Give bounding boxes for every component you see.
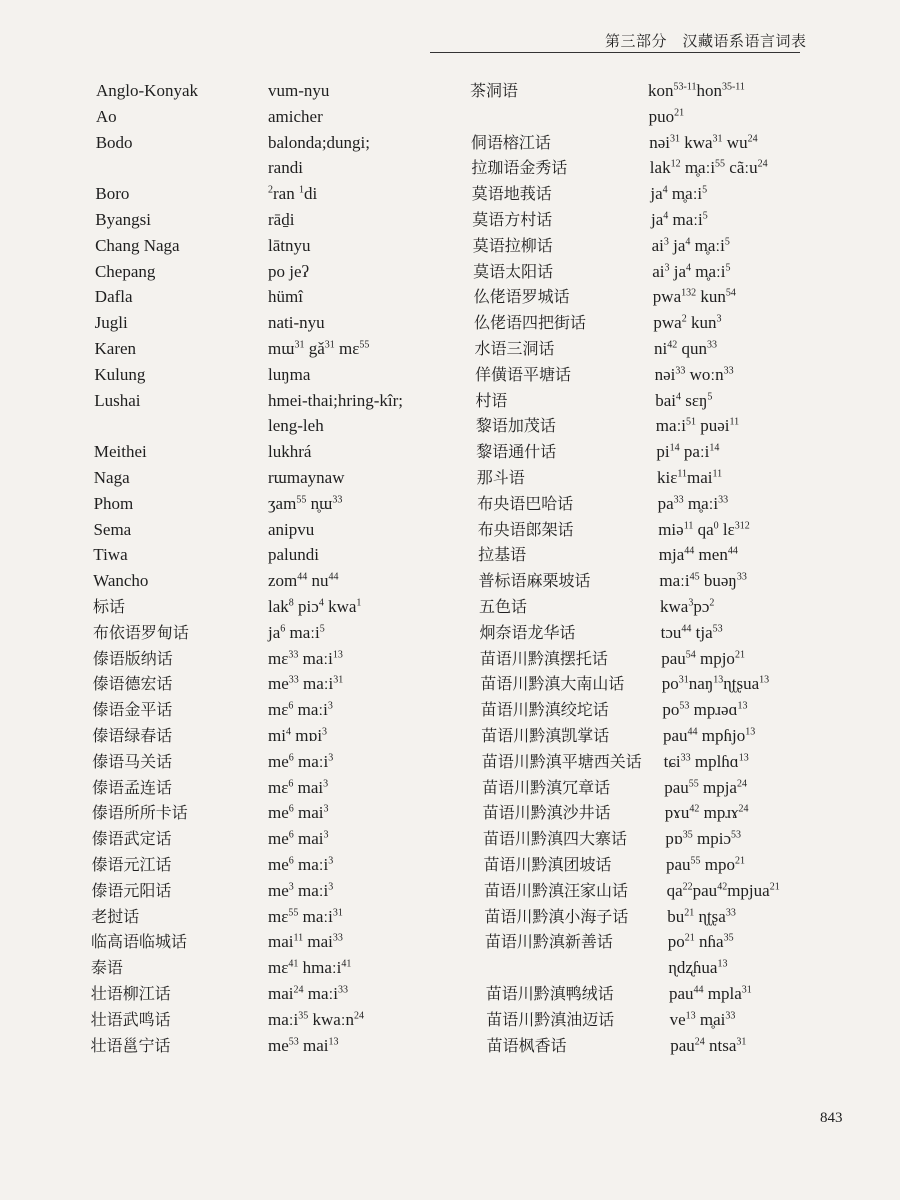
language-name: Dafla: [94, 287, 133, 307]
word-form: mai$^{24}$ maːi$^{33}$: [268, 984, 348, 1003]
word-form: pau$^{54}$ mpjo$^{21}$: [661, 648, 745, 668]
word-form: $bu^{21}$ ɳʈʂa$^{33}$: [667, 906, 736, 926]
language-name: 黎语通什话: [476, 442, 557, 462]
word-form: pau$^{55}$ mpo$^{21}$: [666, 855, 746, 874]
word-form: pwa$^2$ kun$^3$: [653, 313, 722, 333]
word-form: luŋma: [268, 364, 311, 384]
word-form: balonda;dungi;: [268, 132, 370, 152]
language-name: 傣语马关话: [92, 751, 173, 771]
language-name: 布依语罗甸话: [92, 622, 189, 642]
language-name: Tiwa: [93, 545, 128, 565]
word-form: $me^3$ maːi$^3$: [268, 880, 334, 900]
language-name: 壮语邕宁话: [90, 1035, 171, 1055]
language-name: 傣语绿春话: [92, 726, 173, 745]
word-form: $ja^4$ maːi$^5$: [651, 210, 708, 229]
language-name: 苗语川黔滇鸭绒话: [485, 984, 614, 1003]
language-name: Wancho: [93, 571, 149, 591]
word-form: pau$^{44}$ mpɦjo$^{13}$: [663, 726, 756, 745]
word-form: $me^6$ maːi$^3$: [268, 751, 334, 771]
language-name: 傣语孟连话: [91, 777, 172, 797]
word-form: mɛ$^6$ mai$^3$: [268, 777, 329, 797]
language-name: 标话: [93, 597, 126, 616]
word-form: nəi$^{33}$ woːn$^{33}$: [654, 364, 734, 384]
word-form: puo$^{21}$: [648, 106, 685, 126]
word-form: tɔu$^{44}$ tja$^{53}$: [660, 622, 723, 642]
language-name: 布央语郎架话: [477, 519, 574, 539]
word-form: pɤu$^{42}$ mpɹɤ$^{24}$: [664, 803, 749, 823]
language-name: 傣语元江话: [91, 855, 172, 874]
word-form: hmei-thai;hring-kîr;: [268, 390, 404, 410]
word-form: leng-leh: [268, 416, 324, 436]
language-name: 莫语方村话: [472, 210, 553, 229]
language-name: Kulung: [94, 364, 146, 384]
language-name: Jugli: [94, 313, 128, 333]
word-form: amicher: [268, 106, 323, 126]
language-name: 傣语版纳话: [92, 648, 173, 668]
word-form: $me^{33}$ maːi$^{31}$: [268, 674, 344, 694]
language-name: Chepang: [94, 261, 156, 281]
language-name: Meithei: [93, 442, 147, 462]
header-rule: [430, 52, 800, 53]
word-form: $po^{31}naŋ^{13}ɳʈʂua^{13}$: [661, 674, 770, 694]
word-form: $ja^6$ maːi$^5$: [268, 622, 325, 642]
word-form: $me^6$ maːi$^3$: [268, 855, 334, 874]
word-form: zom$^{44}$ $nu^{44}$: [268, 571, 339, 591]
language-name: 仫佬语四把街话: [474, 313, 587, 333]
language-name: 佯僙语平塘话: [474, 364, 571, 384]
word-form: mai$^{11}$ mai$^{33}$: [268, 932, 343, 952]
language-name: 黎语加茂话: [475, 416, 556, 436]
word-form: $me^{53}$ mai$^{13}$: [268, 1035, 339, 1055]
word-form: bai$^4$ sɛŋ$^5$: [655, 390, 713, 410]
word-form: hümî: [268, 287, 303, 307]
word-form: mɛ$^{55}$ maːi$^{31}$: [268, 906, 343, 926]
word-form: pwa$^{132}$ kun$^{54}$: [652, 287, 736, 307]
language-name: 布央语巴哈话: [477, 493, 574, 513]
language-name: Boro: [95, 184, 130, 204]
language-name: 苗语川黔滇四大寨话: [483, 829, 628, 849]
language-name: 普标语麻栗坡话: [478, 571, 591, 591]
word-form: mɛ$^{33}$ maːi$^{13}$: [268, 648, 343, 668]
word-form: palundi: [268, 545, 319, 565]
language-name: 苗语川黔滇绞坨话: [480, 700, 609, 720]
language-name: 莫语拉柳话: [472, 235, 553, 255]
word-form: maːi$^{51}$ puəi$^{11}$: [655, 416, 740, 436]
word-form: lukhrá: [268, 442, 312, 462]
word-form: $ni^{42}$ qun$^{33}$: [654, 339, 717, 358]
language-name: 水语三洞话: [474, 339, 555, 358]
language-name: 苗语川黔滇小海子话: [484, 906, 629, 926]
word-form: $pa^{33}$ m̥aːi$^{33}$: [657, 493, 729, 513]
word-form: pau$^{44}$ mpla$^{31}$: [669, 984, 752, 1003]
language-name: 苗语川黔滇沙井话: [482, 803, 611, 823]
language-name: 傣语武定话: [91, 829, 172, 849]
page-number: 843: [820, 1110, 843, 1126]
language-name: Byangsi: [95, 210, 151, 229]
language-name: Lushai: [94, 390, 141, 410]
language-name: Ao: [95, 106, 117, 126]
language-name: 莫语地莪话: [471, 184, 552, 204]
word-form: $ve^{13}$ $m̥ai^{33}$: [669, 1009, 736, 1029]
word-form: $me^6$ mai$^3$: [268, 829, 329, 849]
language-name: 拉基语: [478, 545, 527, 565]
word-form: ʒam$^{55}$ n̥ɯ$^{33}$: [268, 493, 343, 513]
language-name: 临高语临城话: [91, 932, 188, 952]
language-name: 傣语金平话: [92, 700, 173, 720]
language-name: 拉珈语金秀话: [471, 158, 568, 178]
language-name: 苗语川黔滇冗章话: [482, 777, 611, 797]
language-name: 村语: [475, 390, 508, 410]
language-name: Sema: [93, 519, 132, 539]
word-form: $pi^{14}$ paːi$^{14}$: [656, 442, 720, 462]
language-name: 傣语元阳话: [91, 880, 172, 900]
word-form: pau$^{55}$ mpja$^{24}$: [664, 777, 747, 797]
language-name: Anglo-Konyak: [96, 81, 198, 100]
language-name: 那斗语: [476, 468, 525, 487]
running-header: 第三部分 汉藏语系语言词表: [605, 32, 807, 50]
word-form: randi: [268, 158, 303, 178]
language-name: 苗语川黔滇新善话: [484, 932, 613, 952]
language-name: Bodo: [95, 132, 133, 152]
word-form: mɛ$^{41}$ hmaːi$^{41}$: [268, 958, 352, 978]
word-form: nəi$^{31}$ kwa$^{31}$ $wu^{24}$: [649, 132, 758, 152]
language-name: Karen: [94, 339, 137, 358]
language-name: 茶洞语: [470, 81, 519, 100]
word-form: maːi$^{35}$ kwaːn$^{24}$: [268, 1009, 365, 1029]
word-form: $qa^{22}pau^{42}mpjua^{21}$: [666, 880, 780, 900]
language-name: Phom: [93, 493, 134, 513]
language-name: Naga: [93, 468, 130, 487]
word-form: $mi^4$ mɒi$^3$: [268, 726, 328, 745]
word-form: nati-nyu: [268, 313, 325, 333]
language-name: 老挝话: [91, 906, 140, 926]
language-name: Chang Naga: [95, 235, 180, 255]
word-form: $ja^4$ m̥aːi$^5$: [650, 184, 708, 204]
word-form: $ai^3$ $ja^4$ m̥aːi$^5$: [651, 235, 730, 255]
language-name: 壮语柳江话: [90, 984, 171, 1003]
word-form: vum-nyu: [268, 81, 330, 100]
word-form: ɳdʐɦua$^{13}$: [668, 958, 728, 978]
word-form: tɕi$^{33}$ mplɦɑ$^{13}$: [663, 751, 749, 771]
language-name: 莫语太阳话: [473, 261, 554, 281]
word-form: lak$^8$ piɔ$^4$ kwa$^1$: [268, 597, 362, 616]
language-name: 苗语川黔滇油迈话: [486, 1009, 615, 1029]
word-form: pau$^{24}$ ntsa$^{31}$: [670, 1035, 747, 1055]
language-name: 傣语德宏话: [92, 674, 173, 694]
word-form: pɒ$^{35}$ mpiɔ$^{53}$: [665, 829, 742, 849]
language-name: 苗语枫香话: [486, 1035, 567, 1055]
word-form: miə$^{11}$ $qa^0$ lɛ$^{312}$: [658, 519, 750, 539]
language-name: 炯奈语龙华话: [479, 622, 576, 642]
word-form: lātnyu: [268, 235, 311, 255]
word-form: po jeʔ: [268, 261, 310, 281]
word-form: $ai^3$ $ja^4$ m̥aːi$^5$: [652, 261, 731, 281]
language-name: 五色话: [479, 597, 528, 616]
language-name: 仫佬语罗城话: [473, 287, 570, 307]
word-form: mja$^{44}$ men$^{44}$: [658, 545, 738, 565]
language-name: 苗语川黔滇摆托话: [479, 648, 608, 668]
word-form: kon$^{53-11}$hon$^{35-11}$: [648, 81, 745, 100]
language-name: 傣语所所卡话: [91, 803, 188, 823]
language-name: 泰语: [90, 958, 123, 978]
word-form: anipvu: [268, 519, 315, 539]
word-form: kwa$^3$pɔ$^2$: [660, 597, 715, 616]
word-form: mɛ$^6$ maːi$^3$: [268, 700, 333, 720]
word-form: $po^{21}$ nɦa$^{35}$: [667, 932, 734, 952]
language-name: 苗语川黔滇汪家山话: [483, 880, 628, 900]
language-name: 苗语川黔滇团坡话: [483, 855, 612, 874]
language-name: 壮语武鸣话: [90, 1009, 171, 1029]
word-form: rɯmaynaw: [268, 468, 345, 487]
language-name: 苗语川黔滇大南山话: [480, 674, 625, 694]
word-form: kiɛ$^{11}$mai$^{11}$: [657, 468, 723, 487]
word-form: $po^{53}$ mpɹəɑ$^{13}$: [662, 700, 748, 720]
word-form: lak$^{12}$ m̥aːi$^{55}$ cãːu$^{24}$: [649, 158, 768, 178]
word-form: $^2$ran $^1$di: [268, 184, 318, 204]
language-name: 苗语川黔滇凯掌话: [481, 726, 610, 745]
word-form: maːi$^{45}$ buəŋ$^{33}$: [659, 571, 747, 591]
language-name: 苗语川黔滇平塘西关话: [481, 751, 642, 771]
word-form: rāḏi: [268, 210, 295, 229]
word-form: $me^6$ mai$^3$: [268, 803, 329, 823]
word-form: mɯ$^{31}$ $gǎ^{31}$ mɛ$^{55}$: [268, 339, 370, 358]
language-name: 侗语榕江话: [470, 132, 551, 152]
